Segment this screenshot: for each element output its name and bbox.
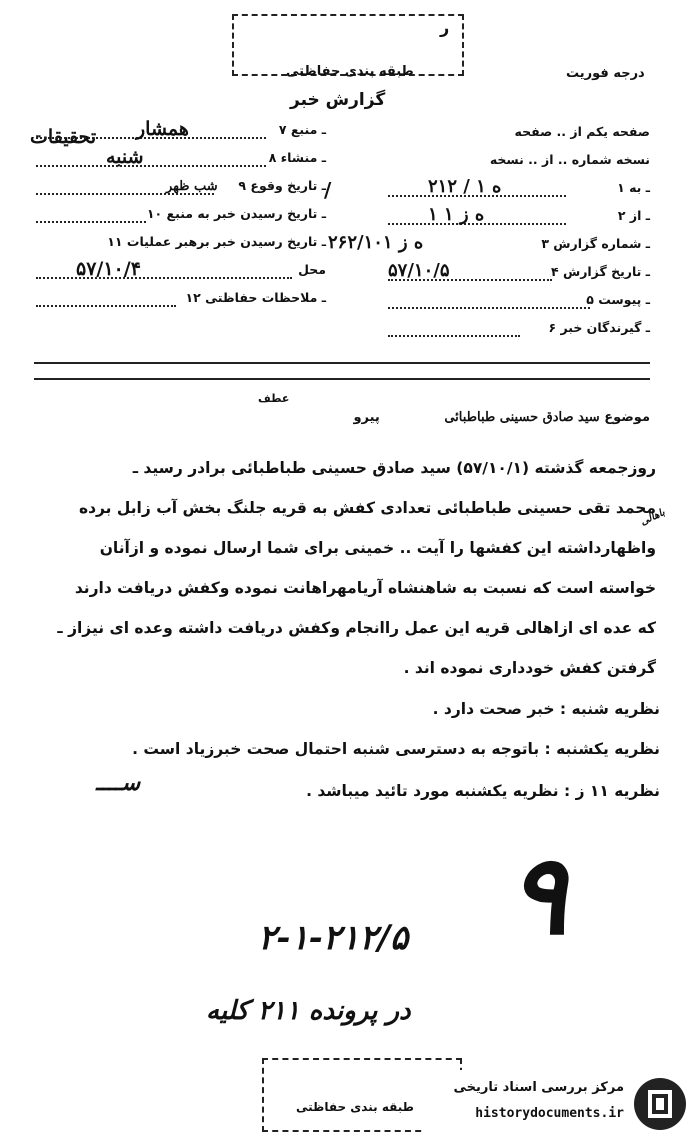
to-value: ۲۱۲ / ۱ ه: [428, 176, 502, 197]
archive-watermark: [424, 1070, 694, 1140]
column-divider-mark: /: [324, 178, 332, 202]
footer-classification: طبقه بندی حفاظتی: [296, 1100, 414, 1114]
to-label: ۱ ـ به: [617, 180, 650, 195]
operation-date-label: ۱۱ ـ تاریخ رسیدن خبر برهبر عملیات: [107, 234, 326, 249]
subject-text: سید صادق حسینی طباطبائی: [444, 410, 600, 425]
classification-label: طبقه بندی حفاظتی: [286, 64, 414, 79]
copy-number: نسخه شماره .. از .. نسخه: [489, 152, 650, 167]
meta-right-column: [328, 176, 650, 344]
meta-item-to: [388, 176, 650, 204]
margin-note: باهالی: [638, 507, 667, 528]
body-line: واظهارداشته این کفشها را آیت .. خمینی برای شما ارسال نموده و ازآنان: [99, 539, 656, 557]
from-value: ۱ ۱ ه ز: [428, 204, 485, 225]
meta-item-recipients: [388, 316, 650, 344]
body-line: گرفتن کفش خودداری نموده اند .: [403, 659, 656, 677]
meta-left-column: [36, 118, 326, 314]
event-date-label: ۹ ـ تاریخ وقوع: [238, 178, 326, 193]
meta-item-operation-date: [36, 230, 326, 258]
report-title: گزارش خبر: [290, 90, 386, 110]
meta-item-source-date: [36, 202, 326, 230]
header-divider-1: [34, 362, 650, 364]
source-date-label: ۱۰ ـ تاریخ رسیدن خبر به منبع: [146, 206, 326, 221]
body-line: محمد تقی حسینی طباطبائی تعدادی کفش به قریه جلنگ بخش آب زابل برده: [78, 499, 656, 517]
header-divider-2: [34, 378, 650, 380]
from-label: ۲ ـ از: [617, 208, 650, 223]
signature: ســــ: [96, 770, 141, 796]
body-line: روزجمعه گذشته (۵۷/۱۰/۱) سید صادق حسینی طباطبائی برادر رسید ـ: [132, 459, 656, 477]
place-value: ۵۷/۱۰/۴: [76, 258, 141, 280]
source-label: ۷ ـ منبع: [278, 122, 326, 137]
event-date-value: شب ظهر: [166, 179, 218, 194]
archive-name: مرکز بررسی اسناد تاریخی: [453, 1080, 624, 1095]
note-saturday: نظریه شنبه : خبر صحت دارد .: [432, 700, 660, 718]
meta-item-from: [388, 204, 650, 232]
note-sunday: نظریه یکشنبه : باتوجه به دسترسی شنبه احتمال صحت خبرزیاد است .: [132, 740, 660, 758]
report-number-label: ۳ ـ شماره گزارش: [541, 236, 650, 251]
meta-item-attachment: [388, 288, 650, 316]
place-label: محل: [298, 262, 326, 277]
subject-annotation: عطف: [258, 392, 290, 405]
handwritten-number: ۹: [508, 830, 568, 959]
archive-url: historydocuments.ir: [475, 1106, 624, 1121]
reference-code: ۲-۱-۲۱۲/۵: [258, 918, 409, 958]
meta-item-source: [36, 118, 326, 146]
reference-note: در پرونده ۲۱۱ کلیه: [206, 996, 411, 1026]
report-date-label: ۴ ـ تاریخ گزارش: [550, 264, 650, 279]
subject-line: [36, 410, 650, 425]
meta-item-place: [36, 258, 326, 286]
archive-logo-icon: [632, 1076, 688, 1132]
report-date-value: ۵۷/۱۰/۵: [388, 260, 450, 281]
report-number-value: ۲۶۲/۱۰۱ ه ز: [328, 232, 424, 253]
body-line: خواسته است که نسبت به شاهنشاه آریامهراهانت نموده وکفش دریافت دارند: [74, 579, 656, 597]
source-value: همشار: [136, 118, 189, 140]
page-number: صفحه یکم از .. صفحه: [514, 124, 650, 139]
priority-label: درجه فوریت: [566, 66, 645, 81]
meta-item-origin: [36, 146, 326, 174]
subject-annotation-2: پیرو: [353, 410, 380, 425]
origin-label: ۸ ـ منشاء: [268, 150, 326, 165]
meta-item-report-date: [388, 260, 650, 288]
note-11z: نظریه ۱۱ ز : نظریه یکشنبه مورد تائید میباشد .: [306, 782, 660, 800]
attachment-label: ۵ ـ پیوست: [586, 292, 650, 307]
security-notes-label: ۱۲ ـ ملاحظات حفاظتی: [185, 290, 326, 305]
meta-item-event-date: [36, 174, 326, 202]
stamp-mark: ر: [440, 18, 450, 37]
research-stamp: تحقیقات: [30, 126, 97, 148]
subject-label: موضوع: [604, 410, 650, 425]
meta-item-security-notes: [36, 286, 326, 314]
origin-value: شنبه: [106, 146, 144, 168]
recipients-label: ۶ ـ گیرندگان خبر: [548, 320, 650, 335]
body-line: که عده ای ازاهالی قریه این عمل راانجام وکفش دریافت داشته وعده ای نیزاز ـ: [57, 619, 656, 637]
meta-item-report-number: [328, 232, 650, 260]
report-body: [36, 448, 656, 688]
